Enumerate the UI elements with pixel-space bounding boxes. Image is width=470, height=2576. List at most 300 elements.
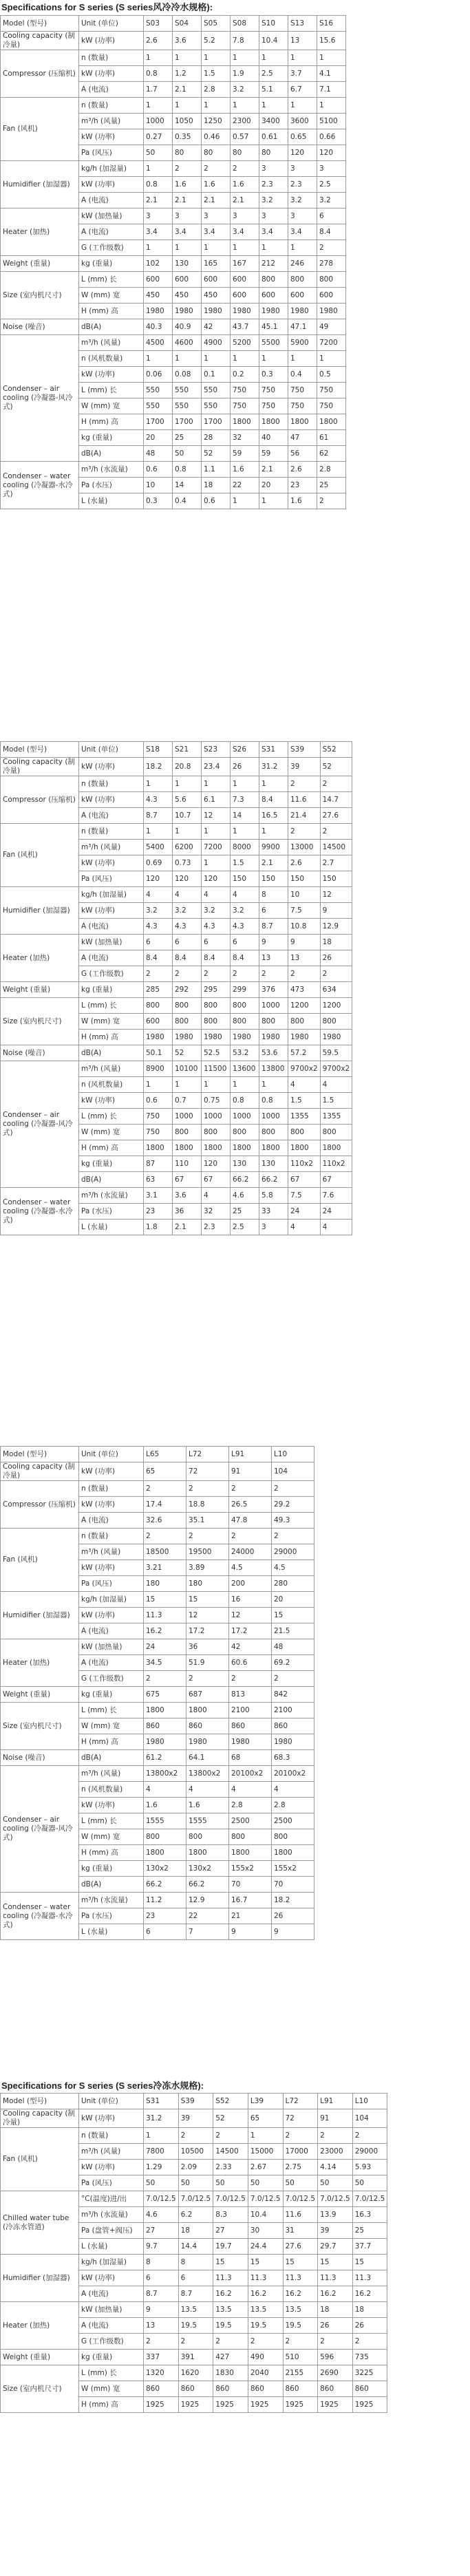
value-cell: 25 (173, 430, 202, 446)
value-cell: 5.2 (202, 32, 231, 50)
value-cell: 27.6 (320, 808, 352, 824)
value-cell: 860 (144, 1718, 186, 1734)
value-cell: 66.2 (259, 1172, 288, 1188)
value-cell: 800 (144, 1829, 186, 1845)
unit-cell: L (mm) 长 (79, 2365, 144, 2381)
value-cell: 299 (231, 982, 259, 998)
value-cell: 4.1 (317, 66, 346, 82)
value-cell: 2100 (229, 1703, 272, 1718)
value-cell: 860 (229, 1718, 272, 1734)
value-cell: 7200 (317, 335, 346, 351)
parameter-cell: Humidifier (加湿器) (1, 887, 79, 935)
spec-table-chilled-water (0, 2093, 387, 2413)
value-cell: 842 (272, 1687, 314, 1703)
value-cell: 337 (144, 2350, 179, 2365)
value-cell: 7.8 (231, 32, 259, 50)
value-cell: 48 (272, 1639, 314, 1655)
table-row (1, 2128, 387, 2144)
value-cell: 0.06 (144, 367, 173, 383)
value-cell: 0.35 (173, 129, 202, 145)
value-cell: 11.6 (288, 792, 321, 808)
value-cell: 15 (213, 2255, 248, 2270)
value-cell: 6200 (173, 840, 202, 855)
value-cell: 52 (202, 446, 231, 462)
value-cell: 102 (144, 256, 173, 272)
value-cell: 2 (231, 966, 259, 982)
value-cell: 2 (202, 966, 231, 982)
value-cell: 13.9 (318, 2207, 353, 2223)
value-cell: 104 (352, 2109, 387, 2128)
value-cell: 2.8 (272, 1798, 314, 1813)
value-cell: 8.7 (144, 2286, 179, 2302)
parameter-cell: Heater (加热) (1, 1639, 79, 1687)
value-cell: 155x2 (272, 1861, 314, 1877)
parameter-cell: Weight (重量) (1, 256, 79, 272)
value-cell: 1.1 (202, 462, 231, 478)
value-cell: 50 (352, 2175, 387, 2191)
value-cell: 2 (320, 966, 352, 982)
unit-cell: A (电流) (79, 808, 144, 824)
table-header-row (1, 742, 352, 758)
value-cell: 600 (144, 1014, 173, 1030)
value-cell: 2.5 (231, 1220, 259, 1235)
value-cell: 16.2 (213, 2286, 248, 2302)
value-cell: 13800x2 (186, 1766, 229, 1782)
value-cell: 1980 (288, 304, 317, 319)
value-cell: 1 (144, 161, 173, 177)
table-row (1, 1766, 314, 1782)
value-cell: 150 (320, 871, 352, 887)
value-cell: 19.5 (178, 2318, 213, 2334)
header-unit: Unit (单位) (79, 742, 144, 758)
header-model-name: S39 (178, 2094, 213, 2109)
table-row (1, 1639, 314, 1655)
value-cell: 3.4 (259, 224, 288, 240)
value-cell: 50 (283, 2175, 318, 2191)
unit-cell: Pa (盘管+阀压) (79, 2223, 144, 2239)
spec-table-air-cooled-s03-s16 (0, 15, 346, 509)
unit-cell: W (mm) 宽 (79, 1125, 144, 1140)
value-cell: 9 (320, 903, 352, 919)
value-cell: 4.3 (144, 919, 173, 935)
value-cell: 15 (272, 1608, 314, 1624)
parameter-cell: Fan (风机) (1, 824, 79, 887)
value-cell: 6 (317, 209, 346, 224)
value-cell: 1 (202, 1077, 231, 1093)
table-row (1, 1529, 314, 1544)
value-cell: 43.7 (231, 319, 259, 335)
value-cell: 2 (178, 2128, 213, 2144)
unit-cell: G (工作级数) (79, 2334, 144, 2350)
unit-cell: n (数量) (79, 1481, 144, 1497)
value-cell: 66.2 (231, 1172, 259, 1188)
value-cell: 860 (352, 2381, 387, 2397)
value-cell: 6 (259, 903, 288, 919)
value-cell: 42 (229, 1639, 272, 1655)
value-cell: 800 (186, 1829, 229, 1845)
value-cell: 13 (259, 950, 288, 966)
parameter-cell: Condenser – water cooling (冷凝器-水冷式) (1, 1893, 79, 1940)
value-cell: 1925 (178, 2397, 213, 2413)
value-cell: 15 (352, 2255, 387, 2270)
value-cell: 34.5 (144, 1655, 186, 1671)
value-cell: 800 (317, 272, 346, 288)
value-cell: 1355 (288, 1109, 321, 1125)
value-cell: 1.6 (231, 177, 259, 193)
parameter-cell: Size (室内机尺寸) (1, 2365, 79, 2413)
value-cell: 2 (231, 161, 259, 177)
value-cell: 3225 (352, 2365, 387, 2381)
value-cell: 2.1 (259, 462, 288, 478)
value-cell: 30 (248, 2223, 283, 2239)
value-cell: 2040 (248, 2365, 283, 2381)
value-cell: 130 (259, 1156, 288, 1172)
value-cell: 750 (259, 383, 288, 398)
value-cell: 24000 (229, 1544, 272, 1560)
value-cell: 8.4 (202, 950, 231, 966)
unit-cell: kW (功率) (79, 1798, 144, 1813)
value-cell: 11.3 (213, 2270, 248, 2286)
unit-cell: dB(A) (79, 1045, 144, 1061)
value-cell: 7.5 (288, 1188, 321, 1204)
value-cell: 3 (259, 1220, 288, 1235)
value-cell: 1 (259, 351, 288, 367)
unit-cell: kW (功率) (79, 1560, 144, 1576)
value-cell: 1980 (144, 304, 173, 319)
value-cell: 9 (144, 2302, 179, 2318)
value-cell: 5100 (317, 114, 346, 129)
value-cell: 1800 (320, 1140, 352, 1156)
unit-cell: L (mm) 长 (79, 1109, 144, 1125)
value-cell: 8.4 (231, 950, 259, 966)
value-cell: 2.75 (283, 2160, 318, 2175)
value-cell: 10.7 (173, 808, 202, 824)
value-cell: 18500 (144, 1544, 186, 1560)
value-cell: 1925 (318, 2397, 353, 2413)
value-cell: 1 (231, 98, 259, 114)
value-cell: 9 (272, 1924, 314, 1940)
value-cell: 8.3 (213, 2207, 248, 2223)
value-cell: 7.6 (320, 1188, 352, 1204)
value-cell: 1.6 (288, 493, 317, 509)
value-cell: 473 (288, 982, 321, 998)
parameter-cell: Condenser – air cooling (冷凝器-风冷式) (1, 1766, 79, 1893)
value-cell: 2 (144, 1671, 186, 1687)
value-cell: 6 (231, 935, 259, 950)
parameter-cell: Humidifier (加湿器) (1, 1592, 79, 1639)
value-cell: 1980 (173, 304, 202, 319)
value-cell: 376 (259, 982, 288, 998)
value-cell: 10 (288, 887, 321, 903)
value-cell: 0.08 (173, 367, 202, 383)
unit-cell: Pa (风压) (79, 1576, 144, 1592)
value-cell: 31.2 (144, 2109, 179, 2128)
value-cell: 12.9 (320, 919, 352, 935)
value-cell: 16.2 (283, 2286, 318, 2302)
value-cell: 20 (272, 1592, 314, 1608)
value-cell: 18 (320, 935, 352, 950)
value-cell: 7.0/12.5 (283, 2191, 318, 2207)
value-cell: 13.5 (283, 2302, 318, 2318)
value-cell: 1800 (202, 1140, 231, 1156)
parameter-cell: Heater (加热) (1, 2302, 79, 2350)
value-cell: 1.6 (202, 177, 231, 193)
parameter-cell: Cooling capacity (制冷量) (1, 32, 79, 50)
value-cell: 42 (202, 319, 231, 335)
value-cell: 1800 (231, 1140, 259, 1156)
value-cell: 1 (202, 824, 231, 840)
value-cell: 687 (186, 1687, 229, 1703)
header-unit: Unit (单位) (79, 2094, 144, 2109)
value-cell: 600 (231, 272, 259, 288)
value-cell: 600 (173, 272, 202, 288)
value-cell: 120 (173, 871, 202, 887)
value-cell: 2 (272, 1481, 314, 1497)
value-cell: 675 (144, 1687, 186, 1703)
value-cell: 1 (144, 2128, 179, 2144)
value-cell: 800 (202, 1014, 231, 1030)
value-cell: 23.4 (202, 758, 231, 776)
value-cell: 120 (144, 871, 173, 887)
value-cell: 3 (317, 161, 346, 177)
unit-cell: dB(A) (79, 446, 144, 462)
unit-cell: A (电流) (79, 919, 144, 935)
value-cell: 2 (186, 1481, 229, 1497)
value-cell: 2.1 (173, 193, 202, 209)
parameter-cell: Compressor (压缩机) (1, 50, 79, 98)
value-cell: 50 (144, 145, 173, 161)
value-cell: 14.4 (178, 2239, 213, 2255)
value-cell: 4 (231, 887, 259, 903)
value-cell: 48 (144, 446, 173, 462)
value-cell: 9 (229, 1924, 272, 1940)
unit-cell: kg/h (加湿量) (79, 1592, 144, 1608)
value-cell: 2 (173, 161, 202, 177)
value-cell: 2 (272, 1671, 314, 1687)
value-cell: 0.3 (259, 367, 288, 383)
value-cell: 5400 (144, 840, 173, 855)
unit-cell: Pa (水压) (79, 478, 144, 493)
value-cell: 3600 (288, 114, 317, 129)
unit-cell: m³/h (风量) (79, 114, 144, 129)
header-model-name: S04 (173, 16, 202, 32)
table-row (1, 2191, 387, 2207)
value-cell: 292 (173, 982, 202, 998)
value-cell: 17.4 (144, 1497, 186, 1513)
value-cell: 800 (173, 1125, 202, 1140)
value-cell: 155x2 (229, 1861, 272, 1877)
value-cell: 2690 (318, 2365, 353, 2381)
value-cell: 2 (229, 1671, 272, 1687)
value-cell: 1555 (144, 1813, 186, 1829)
value-cell: 1800 (173, 1140, 202, 1156)
unit-cell: kW (功率) (79, 1608, 144, 1624)
value-cell: 750 (144, 1125, 173, 1140)
value-cell: 0.2 (231, 367, 259, 383)
value-cell: 1.5 (288, 1093, 321, 1109)
unit-cell: W (mm) 宽 (79, 398, 144, 414)
value-cell: 2.7 (320, 855, 352, 871)
value-cell: 16.3 (352, 2207, 387, 2223)
value-cell: 1980 (231, 1030, 259, 1045)
value-cell: 1980 (317, 304, 346, 319)
value-cell: 31.2 (259, 758, 288, 776)
value-cell: 860 (144, 2381, 179, 2397)
unit-cell: kg (重量) (79, 1861, 144, 1877)
value-cell: 3.6 (173, 32, 202, 50)
value-cell: 2.8 (317, 462, 346, 478)
value-cell: 735 (352, 2350, 387, 2365)
value-cell: 3.2 (288, 193, 317, 209)
value-cell: 2.3 (202, 1220, 231, 1235)
header-model-name: S13 (288, 16, 317, 32)
value-cell: 1 (288, 351, 317, 367)
value-cell: 165 (202, 256, 231, 272)
value-cell: 50 (144, 2175, 179, 2191)
value-cell: 0.8 (144, 177, 173, 193)
value-cell: 1 (144, 98, 173, 114)
unit-cell: kg (重量) (79, 1687, 144, 1703)
table-row (1, 824, 352, 840)
unit-cell: L (mm) 长 (79, 383, 144, 398)
table-row (1, 1893, 314, 1908)
value-cell: 14.7 (320, 792, 352, 808)
value-cell: 246 (288, 256, 317, 272)
value-cell: 3 (144, 209, 173, 224)
value-cell: 800 (231, 998, 259, 1014)
value-cell: 10.4 (248, 2207, 283, 2223)
value-cell: 27 (144, 2223, 179, 2239)
value-cell: 13800x2 (144, 1766, 186, 1782)
value-cell: 800 (288, 1014, 321, 1030)
table-row (1, 2255, 387, 2270)
value-cell: 1980 (288, 1030, 321, 1045)
value-cell: 6 (144, 1924, 186, 1940)
value-cell: 4 (173, 887, 202, 903)
value-cell: 130x2 (144, 1861, 186, 1877)
value-cell: 860 (272, 1718, 314, 1734)
header-model-name: S52 (320, 742, 352, 758)
value-cell: 32 (231, 430, 259, 446)
header-unit: Unit (单位) (79, 16, 144, 32)
value-cell: 1.8 (144, 1220, 173, 1235)
unit-cell: m³/h (水流量) (79, 1188, 144, 1204)
parameter-cell: Cooling capacity (制冷量) (1, 758, 79, 776)
value-cell: 4 (202, 1188, 231, 1204)
value-cell: 1620 (178, 2365, 213, 2381)
value-cell: 11.2 (144, 1893, 186, 1908)
value-cell: 24 (320, 1204, 352, 1220)
value-cell: 45.1 (259, 319, 288, 335)
unit-cell: H (mm) 高 (79, 1845, 144, 1861)
value-cell: 1 (231, 240, 259, 256)
value-cell: 24.4 (248, 2239, 283, 2255)
value-cell: 47.8 (229, 1513, 272, 1529)
value-cell: 600 (231, 288, 259, 304)
value-cell: 1 (231, 50, 259, 66)
value-cell: 19.5 (248, 2318, 283, 2334)
unit-cell: kW (功率) (79, 367, 144, 383)
header-model-name: L65 (144, 1447, 186, 1462)
value-cell: 18.2 (144, 758, 173, 776)
value-cell: 1.2 (173, 66, 202, 82)
value-cell: 110x2 (288, 1156, 321, 1172)
value-cell: 5.6 (173, 792, 202, 808)
value-cell: 800 (259, 1125, 288, 1140)
header-model-name: S05 (202, 16, 231, 32)
value-cell: 7.0/12.5 (352, 2191, 387, 2207)
value-cell: 29000 (272, 1544, 314, 1560)
value-cell: 4 (320, 1077, 352, 1093)
value-cell: 12 (229, 1608, 272, 1624)
value-cell: 15 (144, 1592, 186, 1608)
value-cell: 19500 (186, 1544, 229, 1560)
value-cell: 1.29 (144, 2160, 179, 2175)
header-model-name: S10 (259, 16, 288, 32)
value-cell: 24 (144, 1639, 186, 1655)
value-cell: 3.2 (202, 903, 231, 919)
value-cell: 67 (320, 1172, 352, 1188)
value-cell: 1.5 (202, 66, 231, 82)
value-cell: 67 (202, 1172, 231, 1188)
value-cell: 1800 (144, 1845, 186, 1861)
value-cell: 4 (288, 1220, 321, 1235)
unit-cell: n (数量) (79, 98, 144, 114)
value-cell: 2.09 (178, 2160, 213, 2175)
value-cell: 15 (318, 2255, 353, 2270)
value-cell: 1000 (259, 998, 288, 1014)
value-cell: 10500 (178, 2144, 213, 2160)
value-cell: 1980 (144, 1734, 186, 1750)
value-cell: 1 (202, 50, 231, 66)
header-unit: Unit (单位) (79, 1447, 144, 1462)
value-cell: 29.7 (318, 2239, 353, 2255)
header-model-name: S26 (231, 742, 259, 758)
value-cell: 8 (144, 2255, 179, 2270)
unit-cell: H (mm) 高 (79, 1030, 144, 1045)
value-cell: 6.2 (178, 2207, 213, 2223)
unit-cell: kg (重量) (79, 1156, 144, 1172)
value-cell: 0.6 (144, 462, 173, 478)
value-cell: 36 (173, 1204, 202, 1220)
value-cell: 3.2 (317, 193, 346, 209)
value-cell: 8.4 (144, 950, 173, 966)
value-cell: 391 (178, 2350, 213, 2365)
value-cell: 52 (173, 1045, 202, 1061)
value-cell: 860 (186, 1718, 229, 1734)
value-cell: 10.4 (259, 32, 288, 50)
parameter-cell: Weight (重量) (1, 1687, 79, 1703)
value-cell: 40.3 (144, 319, 173, 335)
value-cell: 1 (144, 824, 173, 840)
table-row (1, 256, 346, 272)
value-cell: 150 (231, 871, 259, 887)
value-cell: 130 (231, 1156, 259, 1172)
value-cell: 800 (320, 1014, 352, 1030)
value-cell: 550 (144, 383, 173, 398)
value-cell: 510 (283, 2350, 318, 2365)
parameter-cell: Compressor (压缩机) (1, 1481, 79, 1529)
value-cell: 1 (173, 240, 202, 256)
value-cell: 8 (259, 887, 288, 903)
unit-cell: n (数量) (79, 824, 144, 840)
header-model-name: L10 (272, 1447, 314, 1462)
value-cell: 3.1 (144, 1188, 173, 1204)
value-cell: 1 (231, 351, 259, 367)
value-cell: 550 (202, 383, 231, 398)
unit-cell: n (风机数量) (79, 1077, 144, 1093)
value-cell: 61.2 (144, 1750, 186, 1766)
